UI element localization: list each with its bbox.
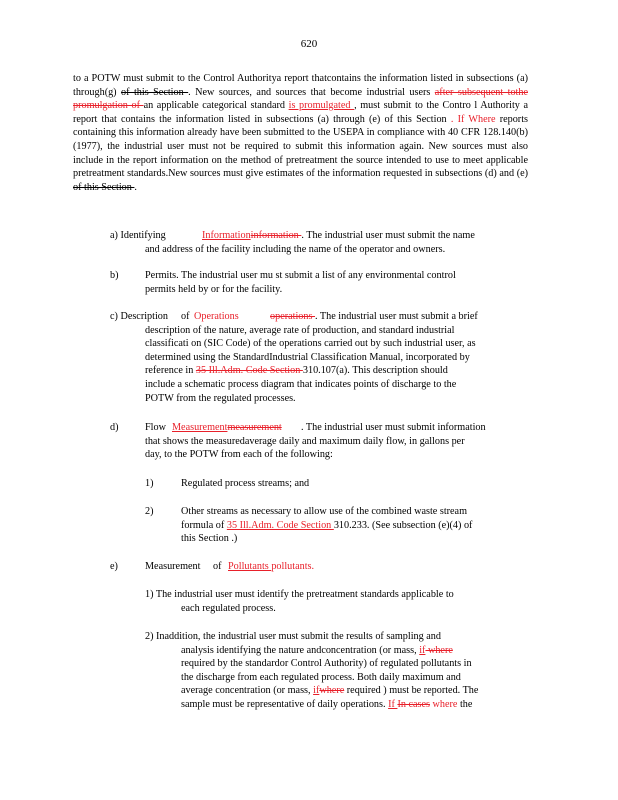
item-a-label: a) Identifying (110, 230, 166, 241)
item-e-label: e) (110, 561, 118, 572)
item-d2-line3: this Section .) (181, 533, 238, 545)
item-c-red-citation: 35 Ill.Adm. Code Section (195, 365, 303, 377)
item-d-red-strike: measurement (227, 422, 282, 433)
item-e-red-after: pollutants. (271, 561, 315, 572)
item-e-of: of (213, 561, 222, 572)
item-d-label: d) (110, 422, 119, 433)
item-d2-red-citation: 35 Ill.Adm. Code Section (226, 519, 334, 531)
item-d-line3: day, to the POTW from each of the following: (145, 449, 333, 461)
item-b-label: b) (110, 270, 119, 281)
item-d2-label: 2) (145, 506, 154, 517)
intro-run: , must submit to the Contro l Authority a report that contains the information listed in subsections (a) through (e) of this Section (73, 100, 528, 125)
item-b-line2: permits held by or for the facility. (145, 283, 283, 295)
item-d2-line2-end: 310.233. (See subsection (e)(4) of (333, 519, 473, 531)
item-e2-line1: 2) Inaddition, the industrial user must submit the results of sampling and (145, 631, 441, 642)
item-c-red-heading: Operations (194, 311, 239, 322)
item-d-flow: Flow (145, 422, 166, 433)
intro-run: an applicable categorical standard (143, 100, 289, 112)
intro-run: reports containing this information already have been submitted to the USEPA in compliance with 40 CFR 128.140(b) (1977), the industrial user must not be required to submit this information again. New sources must also include in the report information on the method of pretreatment the source intended to use to meet applicable pretreatment standards.New sources must give estimates of the information requested in subsections (d) and (e) (73, 113, 528, 180)
item-d2-line2: formula of (181, 519, 227, 531)
intro-run: . New sources, and sources that become industrial users (188, 86, 435, 98)
item-a-red-heading: Information (202, 230, 251, 241)
item-c-line1: . The industrial user must submit a brief (314, 311, 478, 322)
page-number: 620 (300, 38, 318, 50)
item-c-line5-end: 310.107(a). This description should (302, 365, 448, 377)
item-e1-line1: 1) The industrial user must identify the pretreatment standards applicable to (145, 589, 454, 600)
item-e2-red-if-2: if (313, 685, 320, 697)
item-e2-red-where-1: where (425, 644, 453, 656)
item-c-line7: POTW from the regulated processes. (145, 392, 296, 404)
intro-run: of this Section (73, 181, 135, 193)
item-d-red-under: Measurement (172, 422, 228, 433)
item-d1-label: 1) (145, 478, 154, 489)
item-d-line2: that shows the measuredaverage daily and maximum daily flow, in gallons per (145, 435, 465, 447)
item-a-line2: and address of the facility including the name of the operator and owners. (145, 243, 446, 255)
item-a-line1: . The industrial user must submit the name (301, 230, 475, 241)
item-c-of: of (181, 311, 190, 322)
item-e2-line6-end: the (457, 699, 473, 710)
item-c-line2: description of the nature, average rate of production, and standard industrial (145, 324, 455, 336)
item-e1-line2: each regulated process. (181, 602, 276, 614)
item-e2-red-if-1: if (419, 644, 426, 656)
item-e2-line6: sample must be representative of daily operations. (181, 699, 389, 710)
intro-run: is promulgated (288, 100, 355, 112)
item-c-red-strike: operations (270, 311, 315, 322)
item-e2-line5: average concentration (or mass, (181, 685, 314, 697)
item-d-line1: . The industrial user must submit information (301, 422, 486, 433)
item-c-line5: reference in (145, 365, 196, 377)
item-e2-line5-end: required ) must be reported. The (344, 685, 479, 697)
item-d1-text: Regulated process streams; and (181, 478, 310, 489)
item-d2-line1: Other streams as necessary to allow use of the combined waste stream (181, 506, 468, 517)
item-e-measure: Measurement (145, 561, 201, 572)
item-a-red-strike: information (250, 230, 302, 241)
item-e2-line3: required by the standardor Control Authority) of regulated pollutants in (181, 658, 472, 670)
intro-run: of this Section (121, 86, 189, 98)
item-b-line1: Permits. The industrial user mu st submit a list of any environmental control (145, 270, 456, 281)
intro-run: after subsequent tothe promulgation of (73, 86, 528, 112)
item-e2-red-incases: In cases (397, 699, 430, 710)
item-d-red-heading (172, 421, 282, 435)
item-e2-red-if-3: If (388, 699, 398, 710)
intro-run: . If Where (450, 113, 496, 125)
item-c-line3: classificati on (SIC Code) of the operations carried out by such industrial user, as (145, 338, 476, 350)
intro-run: . (134, 181, 137, 193)
item-e2-line4: the discharge from each regulated process. Both daily maximum and (181, 671, 461, 683)
item-c-line6: include a schematic process diagram that indicates points of discharge to the (145, 379, 457, 390)
item-e-red-heading: Pollutants (228, 561, 272, 572)
item-e2-red-where-3: where (429, 699, 458, 710)
intro-paragraph (73, 72, 528, 194)
item-e2-line2: analysis identifying the nature andconcentration (or mass, (181, 644, 420, 656)
item-e2-red-where-2: where (319, 685, 345, 697)
item-c-label: c) Description (110, 311, 168, 322)
item-c-line4: determined using the StandardIndustrial Classification Manual, incorporated by (145, 351, 470, 363)
intro-run: to a POTW must submit to the Control Authoritya report thatcontains the information listed in subsections (a) through(g) (73, 73, 528, 98)
